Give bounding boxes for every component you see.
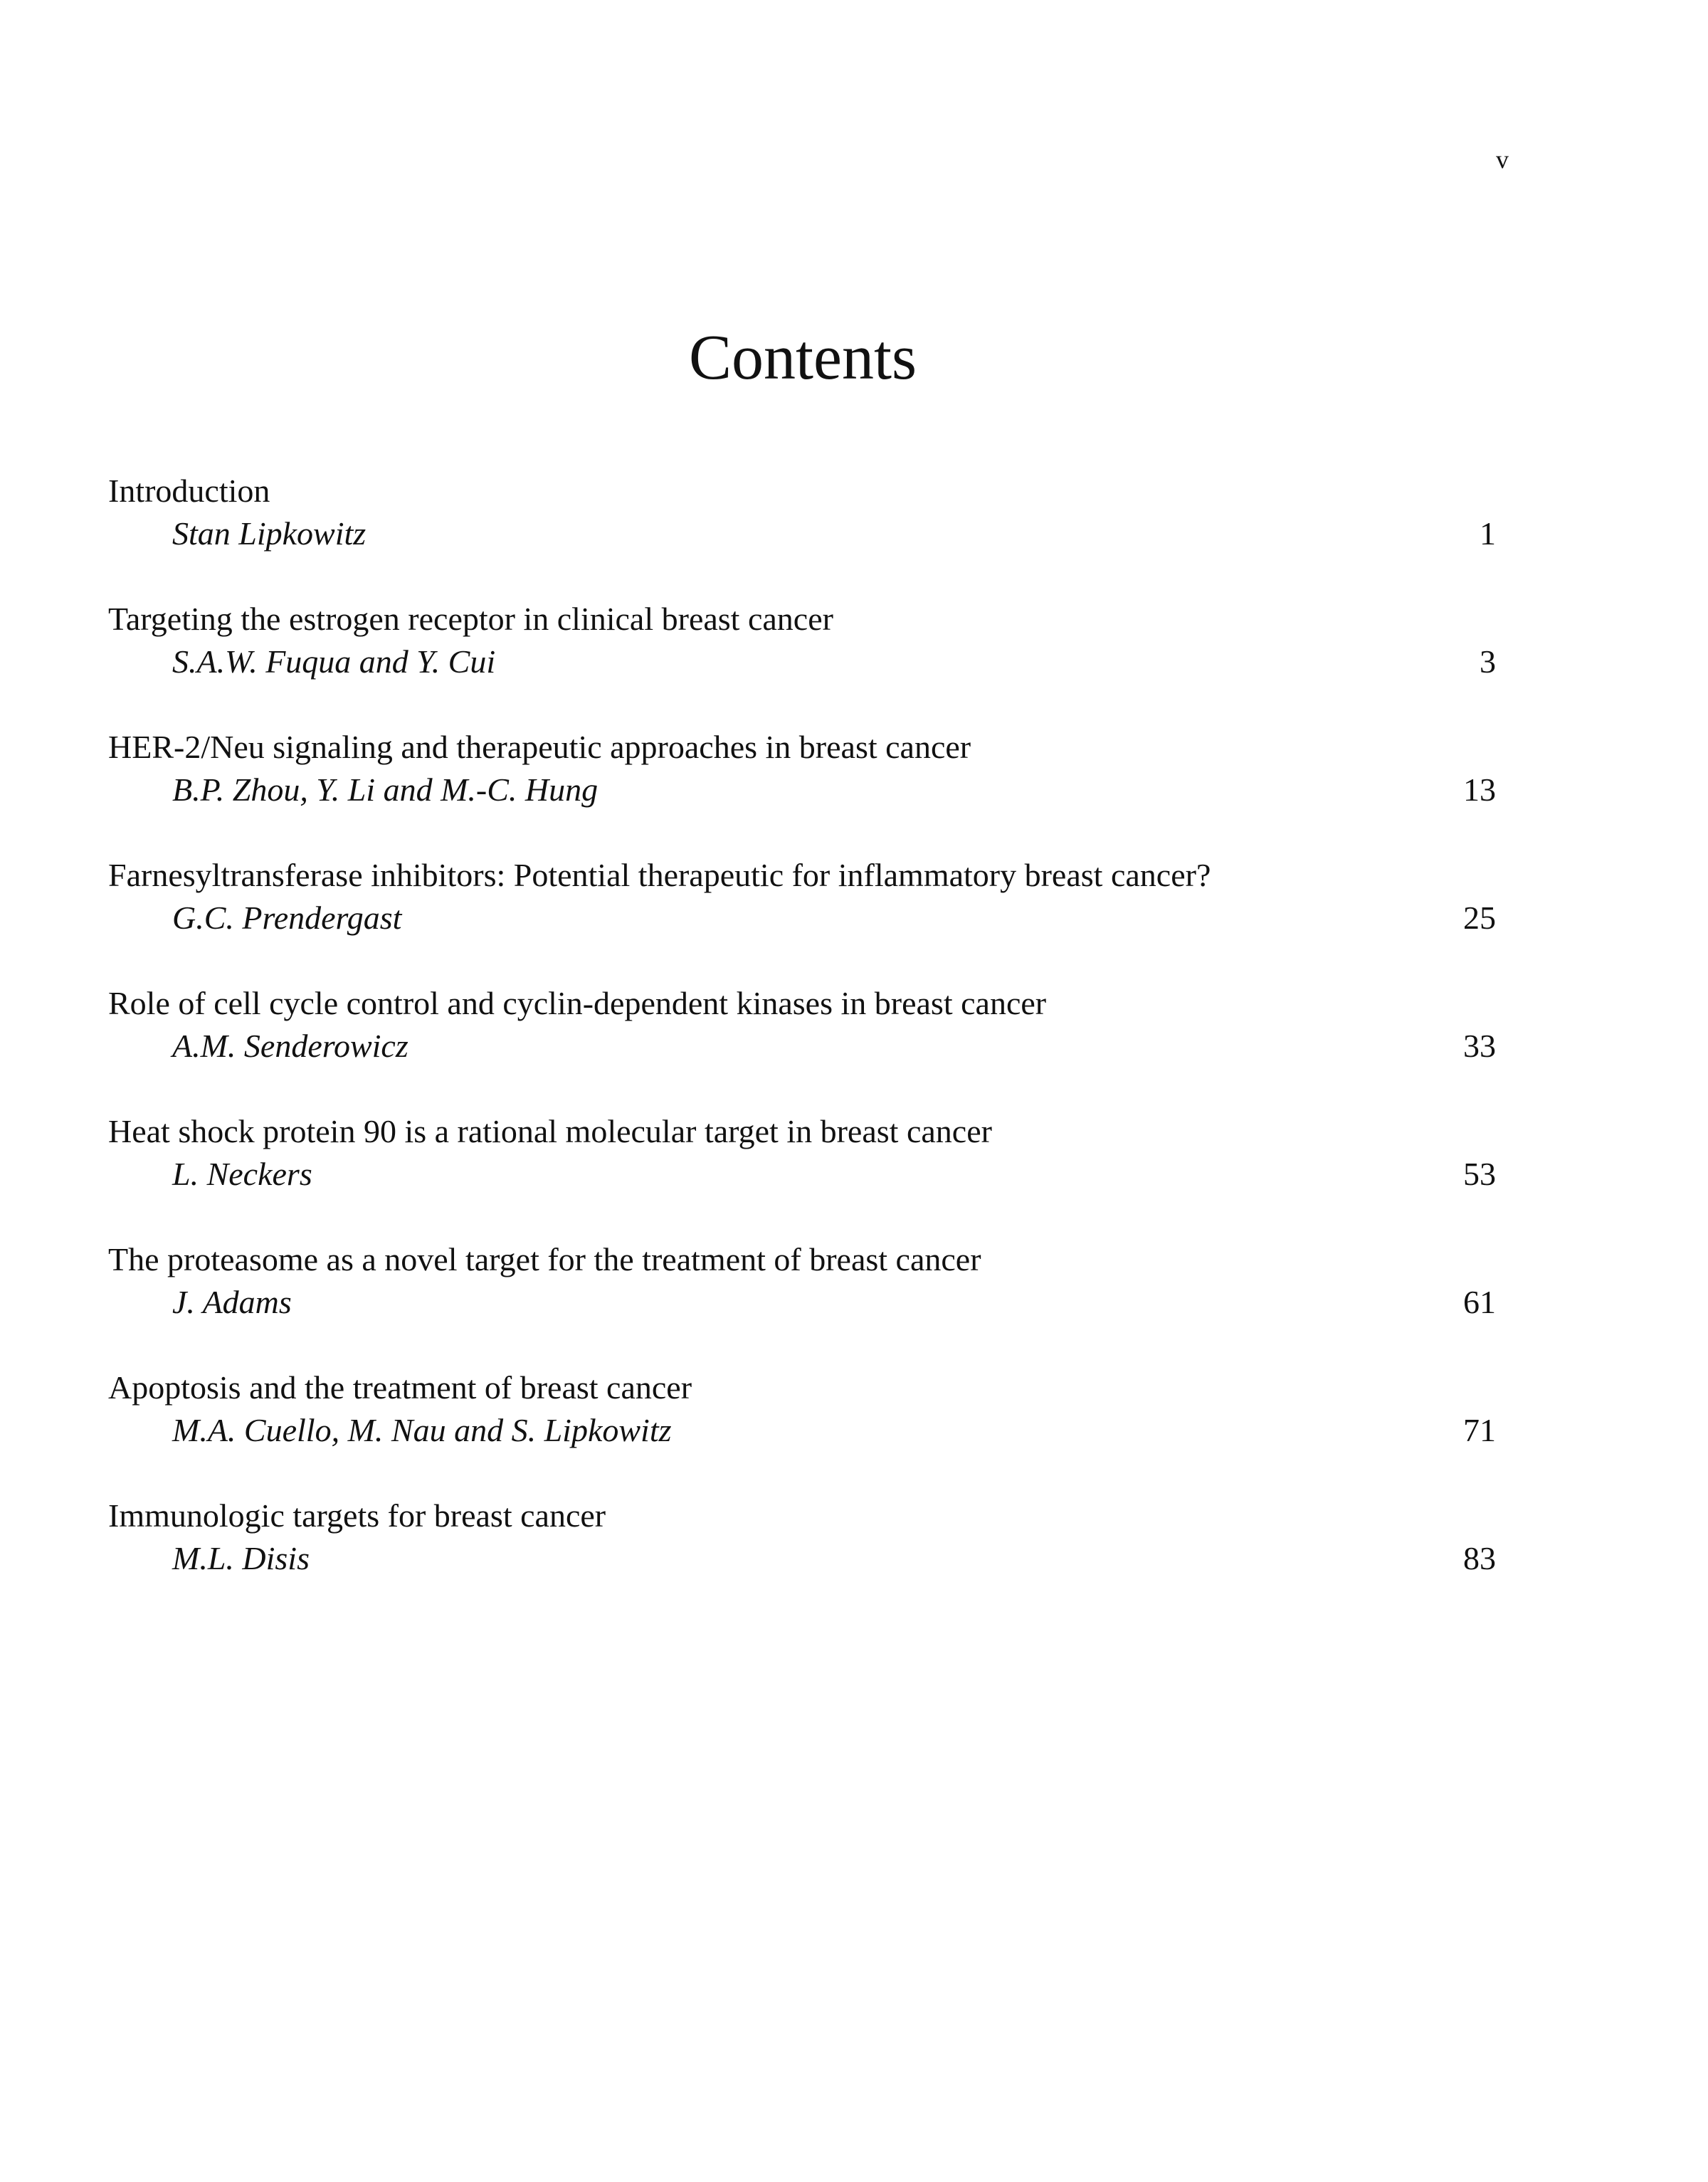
- toc-entry-title: Targeting the estrogen receptor in clinical breast cancer: [108, 601, 833, 637]
- toc-entry-page: 25: [1463, 900, 1496, 936]
- toc-entry-authors: S.A.W. Fuqua and Y. Cui: [172, 643, 496, 680]
- toc-entry-page: 71: [1463, 1412, 1496, 1448]
- page-number: v: [1496, 145, 1509, 174]
- toc-entry-page: 53: [1463, 1156, 1496, 1192]
- toc-entry-title: Farnesyltransferase inhibitors: Potential therapeutic for inflammatory breast cancer?: [108, 857, 1211, 893]
- toc-entry-authors: L. Neckers: [172, 1156, 312, 1192]
- toc-entry: [108, 1366, 1496, 1495]
- toc-entry: [108, 470, 1496, 598]
- toc-entry-authors: J. Adams: [172, 1284, 292, 1320]
- toc-entry: [108, 1495, 1496, 1623]
- toc-entry-authors: A.M. Senderowicz: [172, 1028, 408, 1064]
- toc-entry: [108, 854, 1496, 982]
- toc-entry: [108, 1110, 1496, 1238]
- toc-entry-page: 83: [1463, 1540, 1496, 1576]
- toc-entry-authors: Stan Lipkowitz: [172, 515, 367, 552]
- toc-entry-title: Apoptosis and the treatment of breast cancer: [108, 1369, 692, 1406]
- toc-entry-page: 13: [1463, 771, 1496, 808]
- toc-entry-title: Immunologic targets for breast cancer: [108, 1497, 606, 1534]
- table-of-contents: [108, 470, 1496, 1623]
- toc-entry-title: HER-2/Neu signaling and therapeutic approaches in breast cancer: [108, 729, 971, 765]
- toc-entry-title: Heat shock protein 90 is a rational molecular target in breast cancer: [108, 1113, 992, 1149]
- toc-entry-authors: M.L. Disis: [172, 1540, 310, 1576]
- toc-entry: [108, 598, 1496, 726]
- page-title: Contents: [688, 322, 917, 393]
- toc-entry-title: Introduction: [108, 473, 270, 509]
- toc-entry-page: 1: [1480, 515, 1496, 552]
- toc-entry-authors: B.P. Zhou, Y. Li and M.-C. Hung: [172, 771, 599, 808]
- toc-entry: [108, 982, 1496, 1110]
- toc-entry-page: 33: [1463, 1028, 1496, 1064]
- toc-entry: [108, 1238, 1496, 1366]
- toc-entry-authors: G.C. Prendergast: [172, 900, 402, 936]
- toc-entry-authors: M.A. Cuello, M. Nau and S. Lipkowitz: [172, 1412, 672, 1448]
- toc-entry-page: 3: [1480, 643, 1496, 680]
- toc-entry-page: 61: [1463, 1284, 1496, 1320]
- toc-entry-title: Role of cell cycle control and cyclin-dependent kinases in breast cancer: [108, 985, 1047, 1021]
- toc-entry-title: The proteasome as a novel target for the treatment of breast cancer: [108, 1241, 981, 1277]
- toc-entry: [108, 726, 1496, 854]
